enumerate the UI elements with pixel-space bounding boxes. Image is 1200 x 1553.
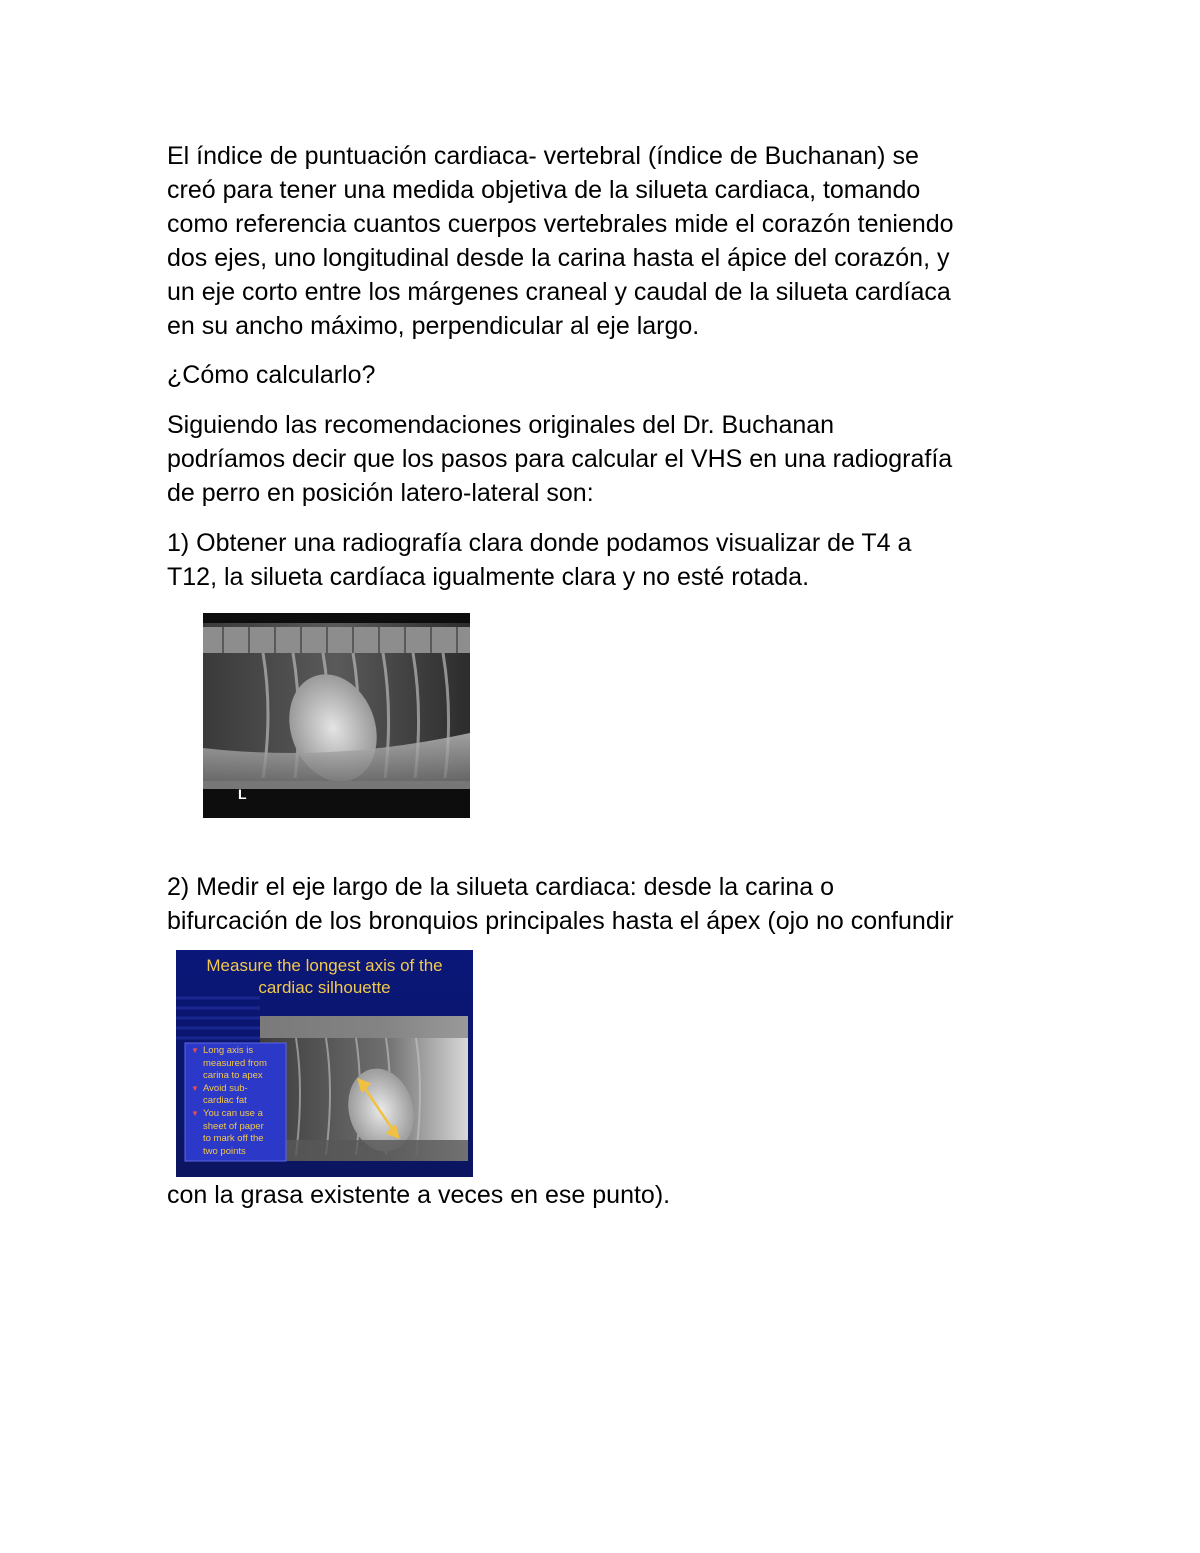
slide-title: [176, 955, 473, 999]
step1-paragraph: [167, 526, 1047, 594]
slide-bullet-list: [189, 1045, 285, 1158]
slide-bullet-line: to mark off the: [203, 1133, 264, 1145]
text-line: ¿Cómo calcularlo?: [167, 361, 376, 389]
slide-bullet-line: measured from: [203, 1057, 267, 1069]
slide-bullet-line: sheet of paper: [203, 1120, 264, 1132]
text-line: podríamos decir que los pasos para calcular el VHS en una radiografía: [167, 445, 953, 473]
text-line: con la grasa existente a veces en ese punto).: [167, 1181, 671, 1209]
text-line: de perro en posición latero-lateral son:: [167, 479, 594, 507]
intro-paragraph: [167, 139, 1047, 343]
slide-bullet: [189, 1108, 285, 1158]
text-line: Siguiendo las recomendaciones originales del Dr. Buchanan: [167, 411, 835, 439]
text-line: como referencia cuantos cuerpos vertebrales mide el corazón teniendo: [167, 210, 954, 238]
text-line: 1) Obtener una radiografía clara donde podamos visualizar de T4 a: [167, 529, 912, 557]
slide-bullet-line: Long axis is: [203, 1045, 254, 1056]
step2-continuation: [167, 1178, 1047, 1212]
slide-bullet-line: two points: [203, 1145, 246, 1157]
slide-bullet-line: Avoid sub-: [203, 1082, 248, 1094]
slide-bullet: [189, 1083, 285, 1108]
question-heading: [167, 358, 1047, 392]
radiograph-lateral-image: [203, 613, 470, 818]
text-line: T12, la silueta cardíaca igualmente clara y no esté rotada.: [167, 563, 810, 591]
steps-intro-paragraph: [167, 408, 1047, 510]
slide-title-line: cardiac silhouette: [258, 978, 391, 997]
text-line: 2) Medir el eje largo de la silueta cardiaca: desde la carina o: [167, 873, 835, 901]
slide-bullet-line: You can use a: [203, 1107, 263, 1119]
slide-title-line: Measure the longest axis of the: [206, 956, 443, 975]
chevron-bullet-icon: ▼: [191, 1108, 199, 1118]
radiograph-marker-label: L: [238, 786, 247, 802]
step2-paragraph: [167, 870, 1047, 938]
slide-bullet: [189, 1045, 285, 1083]
text-line: en su ancho máximo, perpendicular al eje largo.: [167, 312, 700, 340]
text-line: un eje corto entre los márgenes craneal y caudal de la silueta cardíaca: [167, 278, 951, 306]
slide-bullet-line: cardiac fat: [203, 1095, 247, 1107]
text-line: creó para tener una medida objetiva de la silueta cardiaca, tomando: [167, 176, 921, 204]
chevron-bullet-icon: ▼: [191, 1046, 199, 1055]
text-line: bifurcación de los bronquios principales hasta el ápex (ojo no confundir: [167, 907, 954, 935]
text-line: dos ejes, uno longitudinal desde la carina hasta el ápice del corazón, y: [167, 244, 950, 272]
text-line: El índice de puntuación cardiaca- vertebral (índice de Buchanan) se: [167, 142, 919, 170]
vhs-slide-image: [176, 950, 473, 1177]
chevron-bullet-icon: ▼: [191, 1083, 199, 1093]
slide-bullet-line: carina to apex: [203, 1070, 263, 1082]
